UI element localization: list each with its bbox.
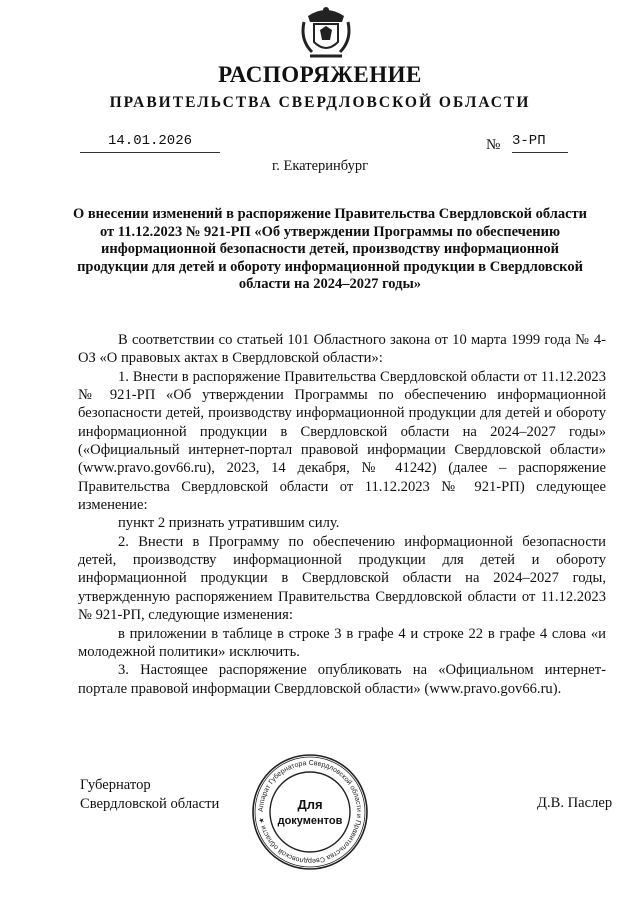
body-paragraph: 1. Внести в распоряжение Правительства Свердловской области от 11.12.2023 № 921-РП «Об утверждении Программы по обеспечению информационной безопасности детей, производству информационной продукции для детей и обороту информационной продукции в Свердловской области на 2024–2027 годы» («Официальный интернет-портал правовой информации Свердловской области» (www.pravo.gov66.ru), 2023, 14 декабря, № 41242) (далее – распоряжение Правительства Свердловской области от 11.12.2023 № 921-РП) следующее изменение: [78,368,606,514]
number-label: № [486,137,501,153]
document-body [78,331,606,698]
stamp-center-line: документов [277,815,343,827]
body-paragraph: в приложении в таблице в строке 3 в графе 4 и строке 22 в графе 4 слова «и молодежной политики» исключить. [78,625,606,660]
document-heading: О внесении изменений в распоряжение Правительства Свердловской области от 11.12.2023 № 921-РП «Об утверждении Программы по обеспечению информационной безопасности детей, производству информационной продукции для детей и обороту информационной продукции в Свердловской области на 2024–2027 годы» [72,206,588,293]
document-date: 14.01.2026 [80,133,220,153]
signatory-name: Д.В. Паслер [537,795,613,811]
document-number: 3-РП [512,133,568,153]
official-stamp [250,752,370,872]
city: г. Екатеринбург [271,158,369,174]
position-line: Свердловской области [80,795,220,812]
document-title: РАСПОРЯЖЕНИЕ [218,62,422,87]
coat-of-arms-icon [300,2,352,62]
signatory-position [80,776,219,813]
position-line: Губернатор [80,777,151,793]
body-paragraph: 2. Внести в Программу по обеспечению информационной безопасности детей, производству информационной продукции для детей и обороту информационной продукции в Свердловской области на 2024–2027 годы, утвержденную распоряжением Правительства Свердловской области от 11.12.2023 № 921-РП, следующие изменения: [78,533,606,624]
document-subtitle: ПРАВИТЕЛЬСТВА СВЕРДЛОВСКОЙ ОБЛАСТИ [109,94,531,111]
body-paragraph: пункт 2 признать утратившим силу. [118,515,340,532]
stamp-ring-text: Аппарат Губернатора Свердловской области и Правительства Свердловской области ★ [257,759,363,865]
body-paragraph: 3. Настоящее распоряжение опубликовать на «Официальном интернет-портале правовой информации Свердловской области» (www.pravo.gov66.ru). [78,662,606,697]
stamp-center-line: Для [297,797,323,812]
body-paragraph: В соответствии со статьей 101 Областного закона от 10 марта 1999 года № 4-ОЗ «О правовых актах в Свердловской области»: [78,332,606,367]
